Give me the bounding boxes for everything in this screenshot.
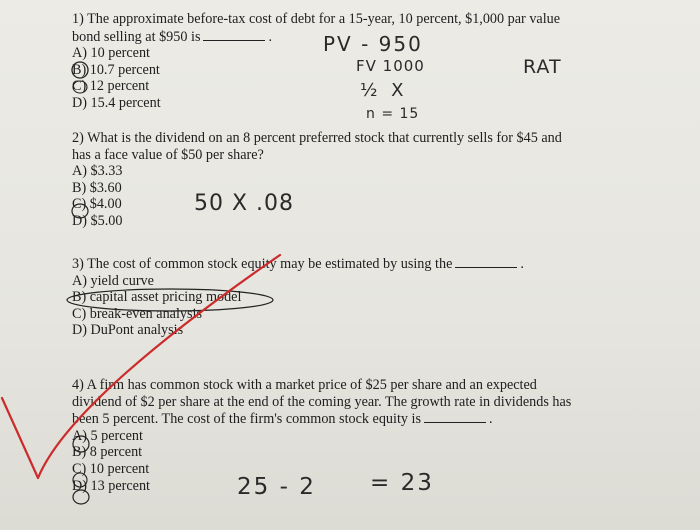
answer-circle-3b	[67, 289, 273, 311]
option-2b: B) $3.60	[72, 179, 122, 196]
option-2a: A) $3.33	[72, 163, 123, 180]
blank-suffix: .	[489, 411, 493, 428]
option-1a: A) 10 percent	[72, 45, 150, 62]
question-4-line-2: dividend of $2 per share at the end of the coming year. The growth rate in dividends has	[72, 393, 572, 410]
option-4d: D) 13 percent	[72, 477, 150, 494]
answer-circle-4a	[73, 436, 89, 452]
handwritten-fv: FV 1000	[356, 57, 425, 75]
option-3b: B) capital asset pricing model	[72, 289, 242, 306]
question-4-line-3-text: been 5 percent. The cost of the firm's common stock equity is	[72, 411, 422, 428]
question-2-line-1: 2) What is the dividend on an 8 percent preferred stock that currently sells for $45 and	[72, 130, 562, 146]
handwritten-rate: ½ X	[360, 80, 408, 101]
question-1-line-1: 1) The approximate before-tax cost of debt for a 15-year, 10 percent, $1,000 par value	[72, 11, 561, 27]
answer-circle-1c	[73, 81, 87, 93]
option-2c: C) $4.00	[72, 196, 122, 213]
option-1b: B) 10.7 percent	[72, 61, 160, 78]
option-3c: C) break-even analysis	[72, 305, 203, 322]
question-4-line-1: 4) A firm has common stock with a market price of $25 per share and an expected	[72, 377, 537, 393]
answer-circle-4d	[73, 490, 89, 504]
handwritten-pv: PV - 950	[323, 32, 423, 56]
option-4c: C) 10 percent	[72, 460, 150, 477]
option-3d: D) DuPont analysis	[72, 322, 184, 339]
red-check-mark	[2, 255, 280, 478]
handwritten-q4-calc-b: = 23	[370, 470, 434, 496]
handwritten-q2-calc: 50 X .08	[194, 191, 295, 216]
option-1d: D) 15.4 percent	[72, 94, 161, 111]
blank-suffix: .	[520, 256, 524, 272]
option-1c: C) 12 percent	[72, 78, 150, 95]
answer-circle-4c	[73, 473, 87, 487]
blank-suffix: .	[268, 28, 273, 45]
handwritten-rat: RAT	[523, 56, 562, 78]
question-2-line-2: has a face value of $50 per share?	[72, 146, 264, 163]
answer-circle-2c	[72, 204, 88, 218]
handwritten-q4-calc-a: 25 - 2	[237, 474, 316, 500]
option-3a: A) yield curve	[72, 272, 154, 289]
handwritten-n: n = 15	[366, 106, 420, 122]
option-4b: B) 8 percent	[72, 444, 143, 461]
question-3-line-1-text: 3) The cost of common stock equity may be estimated by using the	[72, 256, 453, 272]
answer-circle-1b	[72, 62, 88, 78]
question-1-line-2-text: bond selling at $950 is	[72, 28, 201, 45]
option-2d: D) $5.00	[72, 212, 123, 229]
option-4a: A) 5 percent	[72, 427, 143, 444]
